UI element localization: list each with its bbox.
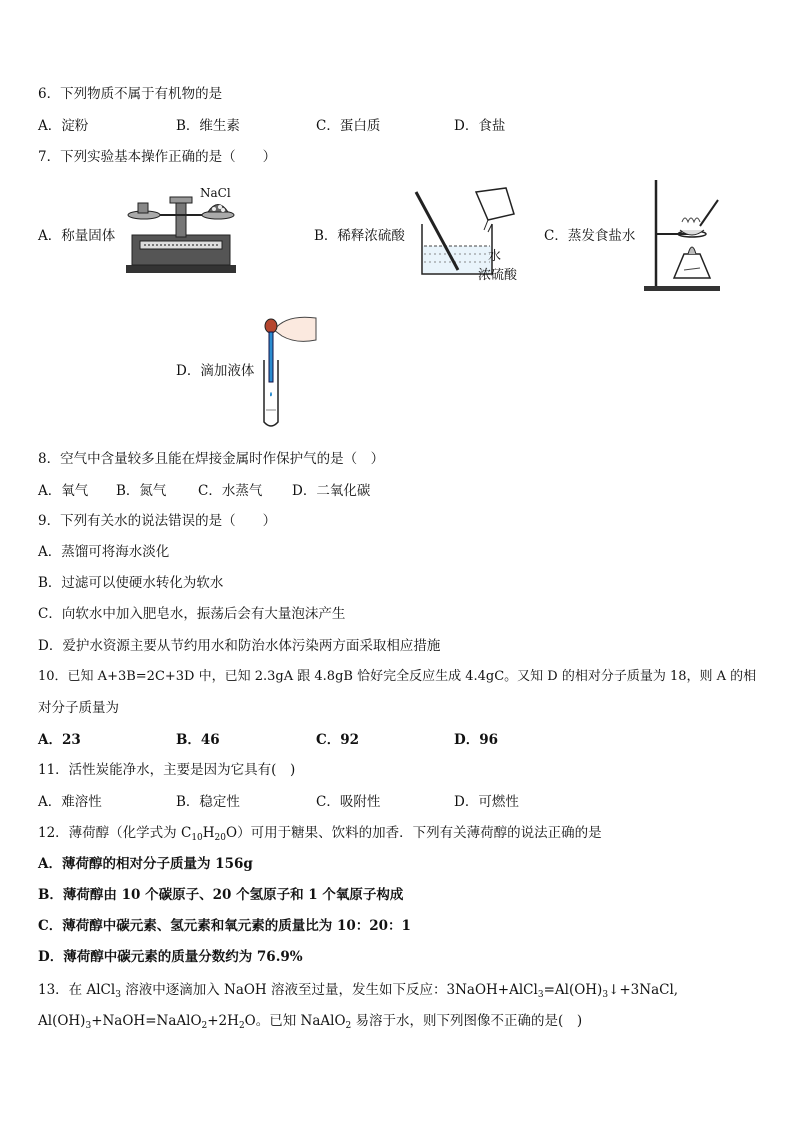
q11-option-b: B．稳定性: [176, 794, 240, 810]
q6-option-d: D．食盐: [454, 118, 506, 134]
q8-option-b: B．氮气: [116, 483, 167, 499]
q8-option-a: A．氧气: [38, 483, 89, 499]
q6-stem: 6．下列物质不属于有机物的是: [38, 86, 223, 102]
q12-option-b: B．薄荷醇由 10 个碳原子、20 个氢原子和 1 个氧原子构成: [38, 887, 404, 903]
q12-stem: 12．薄荷醇（化学式为 $C_{10}H_{20}O$）可用于糖果、饮料的加香．下列有关薄荷醇的说法正确的是: [38, 825, 602, 843]
q10-stem-line1: 10．已知 A+3B=2C+3D 中，已知 2.3gA 跟 4.8gB 恰好完全反应生成 4.4gC。又知 D 的相对分子质量为 18，则 A 的相: [38, 669, 757, 684]
q9-option-d: D．爱护水资源主要从节约用水和防治水体污染两方面采取相应措施: [38, 638, 441, 654]
q9-option-c: C．向软水中加入肥皂水，振荡后会有大量泡沫产生: [38, 606, 346, 622]
evaporation-figure: [640, 178, 724, 292]
nacl-label: NaCl: [200, 186, 231, 200]
q6-option-b: B．维生素: [176, 118, 240, 134]
q7-option-b: B．稀释浓硫酸: [314, 228, 405, 244]
q10-stem-line2: 对分子质量为: [38, 700, 119, 716]
q6-option-c: C．蛋白质: [316, 118, 381, 134]
q13-stem-line2: $Al(OH)_3+NaOH=NaAlO_2+2H_2O$。已知 NaAlO$_2$ 易溶于水，则下列图像不正确的是( ): [38, 1013, 583, 1031]
q11-option-c: C．吸附性: [316, 794, 381, 810]
q10-option-d: D．96: [454, 732, 498, 748]
q12-option-d: D．薄荷醇中碳元素的质量分数约为 76.9%: [38, 949, 303, 965]
q9-option-a: A．蒸馏可将海水淡化: [38, 544, 170, 560]
q8-option-c: C．水蒸气: [198, 483, 263, 499]
q8-option-d: D．二氧化碳: [292, 483, 371, 499]
q12-option-c: C．薄荷醇中碳元素、氢元素和氧元素的质量比为 10：20：1: [38, 918, 411, 934]
q13-stem-line1: 13．在 AlCl$_3$ 溶液中逐滴加入 NaOH 溶液至过量，发生如下反应：$3NaOH+AlCl_3=Al(OH)_3↓+3NaCl$,: [38, 982, 679, 1000]
q9-option-b: B．过滤可以使硬水转化为软水: [38, 575, 224, 591]
q11-option-d: D．可燃性: [454, 794, 519, 810]
q7-stem: 7．下列实验基本操作正确的是（ ）: [38, 149, 277, 165]
q12-option-a: A．薄荷醇的相对分子质量为 156g: [38, 856, 253, 872]
q10-option-b: B．46: [176, 732, 220, 748]
q10-option-c: C．92: [316, 732, 360, 748]
q11-stem: 11．活性炭能净水，主要是因为它具有( ): [38, 762, 296, 778]
q11-option-a: A．难溶性: [38, 794, 102, 810]
water-label: 水: [488, 249, 502, 264]
q10-option-a: A．23: [38, 732, 81, 748]
q6-option-a: A．淀粉: [38, 118, 89, 134]
dropper-figure: [256, 310, 320, 430]
q7-option-a: A．称量固体: [38, 228, 116, 244]
q8-stem: 8．空气中含量较多且能在焊接金属时作保护气的是（ ）: [38, 451, 385, 467]
q9-stem: 9．下列有关水的说法错误的是（ ）: [38, 513, 277, 529]
q7-option-c: C．蒸发食盐水: [544, 228, 636, 244]
q7-option-d: D．滴加液体: [176, 363, 255, 379]
acid-label: 浓硫酸: [478, 268, 518, 283]
